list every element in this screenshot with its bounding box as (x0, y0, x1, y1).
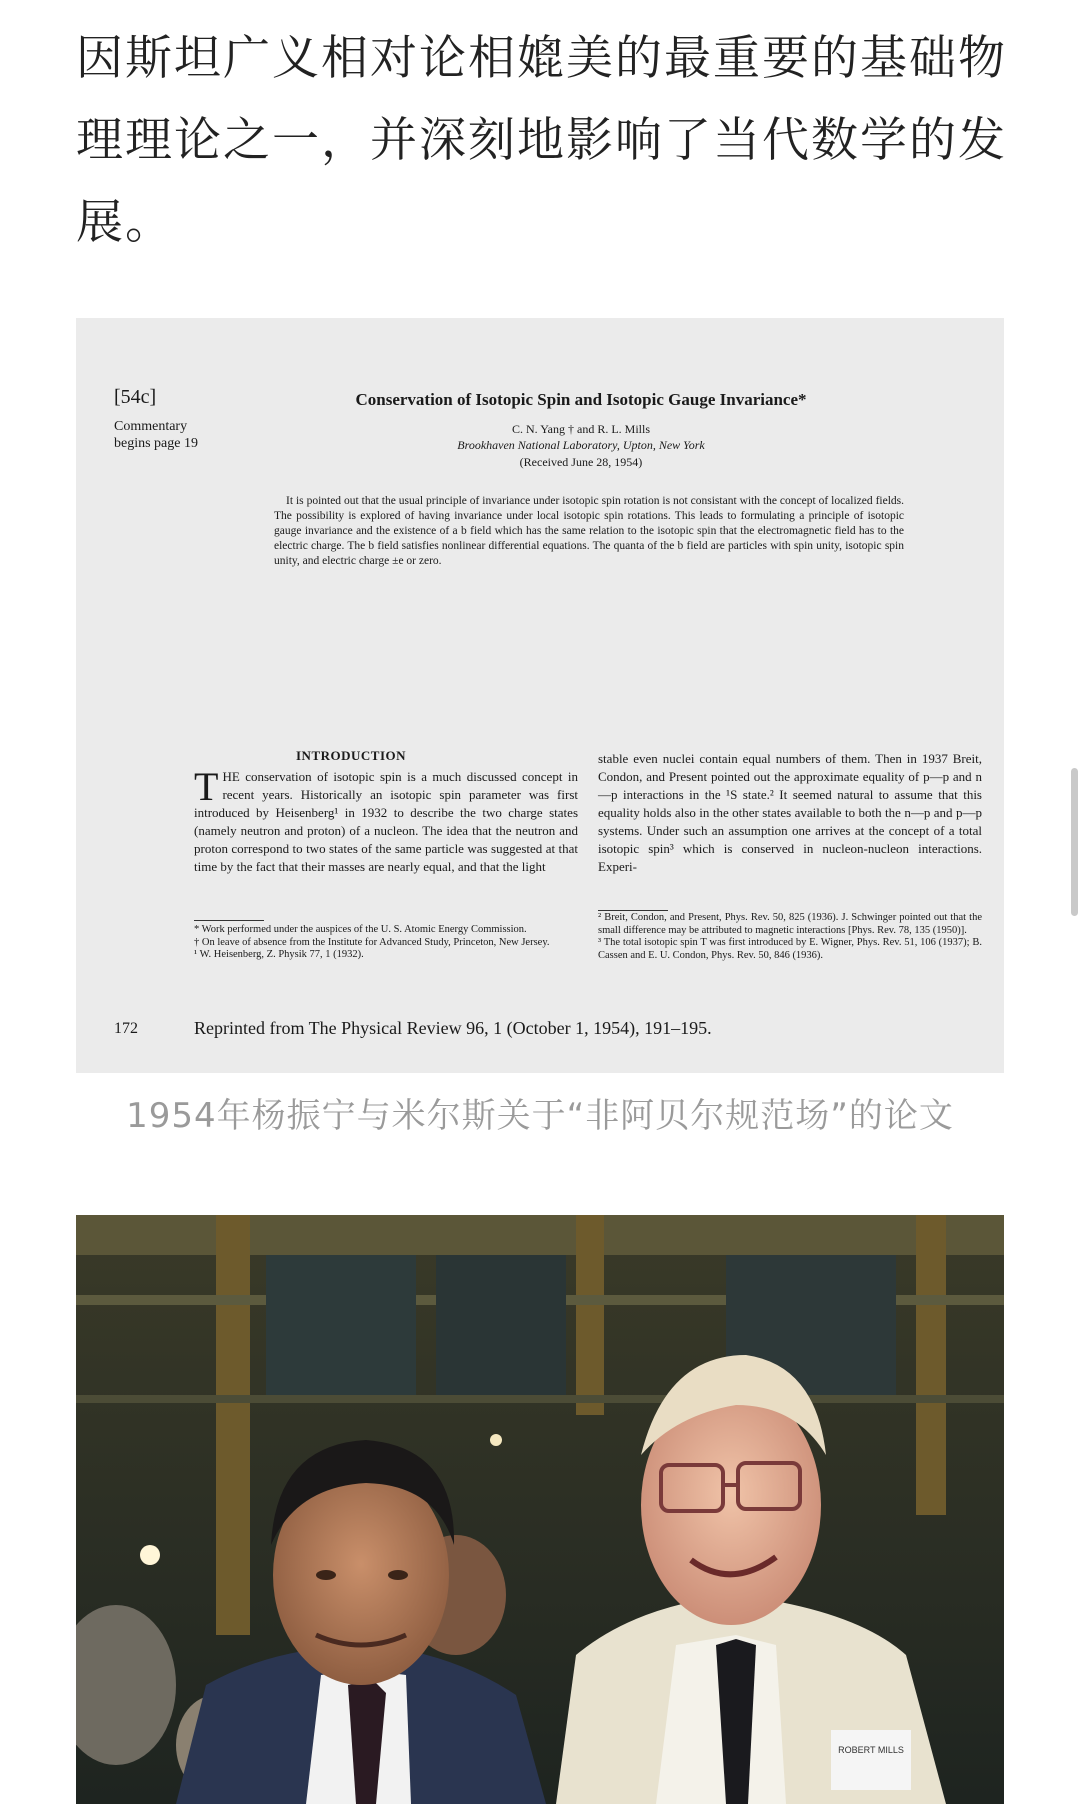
paper-intro-heading: INTRODUCTION (296, 748, 407, 763)
footnote: ¹ W. Heisenberg, Z. Physik 77, 1 (1932). (194, 949, 364, 960)
footnote: ³ The total isotopic spin T was first introduced by E. Wigner, Phys. Rev. 51, 106 (1937); B. Cassen and E. U. Condon, Phys. Rev. 50, 846 (1936). (598, 937, 982, 961)
paper-scan-image (76, 318, 1004, 1073)
paper-commentary-note: Commentary begins page 19 (114, 419, 198, 451)
paper-authors: C. N. Yang † and R. L. Mills (511, 422, 651, 436)
photo-illustration (76, 1215, 1004, 1804)
paper-column-right: stable even nuclei contain equal numbers of them. Then in 1937 Breit, Condon, and Present pointed out the approximate equality of p—p and n—p interactions in the ¹S state.² It seemed natural to assume that this equality holds also in the other states available to both the n—p and p—p systems. Under such an assumption one arrives at the concept of a total isotopic spin³ which is conserved in nucleon-nucleon interactions. Experi- (598, 751, 982, 874)
paper-footnotes-left (194, 924, 578, 962)
page-scrollbar[interactable] (1071, 768, 1078, 916)
paper-reprint-note: Reprinted from The Physical Review 96, 1 (October 1, 1954), 191–195. (194, 1018, 712, 1038)
paper-column-left-text: HE conservation of isotopic spin is a much discussed concept in recent years. Historically an isotopic spin parameter was first introduced by Heisenberg¹ in 1932 to describe the two charge states (namely neutron and proton) of a nucleon. The idea that the neutron and proton correspond to two states of the same particle was suggested at that time by the fact that their masses are nearly equal, and that the light (194, 769, 578, 874)
image-caption: 1954年杨振宁与米尔斯关于“非阿贝尔规范场”的论文 (126, 1096, 954, 1136)
paper-column-left (194, 764, 578, 876)
footnote-rule-right (598, 910, 668, 911)
article-paragraph: 因斯坦广义相对论相媲美的最重要的基础物理理论之一，并深刻地影响了当代数学的发展。 (76, 31, 1007, 250)
paper-received-date: (Received June 28, 1954) (519, 455, 643, 469)
footnote: † On leave of absence from the Institute for Advanced Study, Princeton, New Jersey. (194, 936, 550, 948)
footnote: ² Breit, Condon, and Present, Phys. Rev. 50, 825 (1936). J. Schwinger pointed out that the small difference may be attributed to magnetic interactions [Phys. Rev. 78, 135 (1950)]. (598, 912, 982, 936)
paper-page-number: 172 (114, 1020, 138, 1037)
paper-abstract: It is pointed out that the usual principle of invariance under isotopic spin rotation is not consistant with the concept of localized fields. The possibility is explored of having invariance under local isotopic spin rotations. This leads to formulating a principle of isotopic gauge invariance and the existence of a b field which has the same relation to the isotopic spin that the electromagnetic field has to the electric charge. The b field satisfies nonlinear differential equations. The quanta of the b field are particles with spin unity, isotopic spin unity, and electric charge ±e or zero. (274, 495, 904, 567)
name-badge-text: ROBERT MILLS (838, 1745, 904, 1755)
paper-affiliation: Brookhaven National Laboratory, Upton, New York (457, 438, 705, 452)
photo-yang-and-mills (76, 1215, 1004, 1804)
footnote: * Work performed under the auspices of the U. S. Atomic Energy Commission. (194, 924, 527, 935)
paper-title: Conservation of Isotopic Spin and Isotopic Gauge Invariance* (355, 390, 807, 409)
footnote-rule-left (194, 920, 264, 921)
paper-dropcap: T (194, 764, 219, 809)
paper-number: [54c] (114, 386, 157, 408)
paper-footnotes-right (598, 912, 982, 962)
